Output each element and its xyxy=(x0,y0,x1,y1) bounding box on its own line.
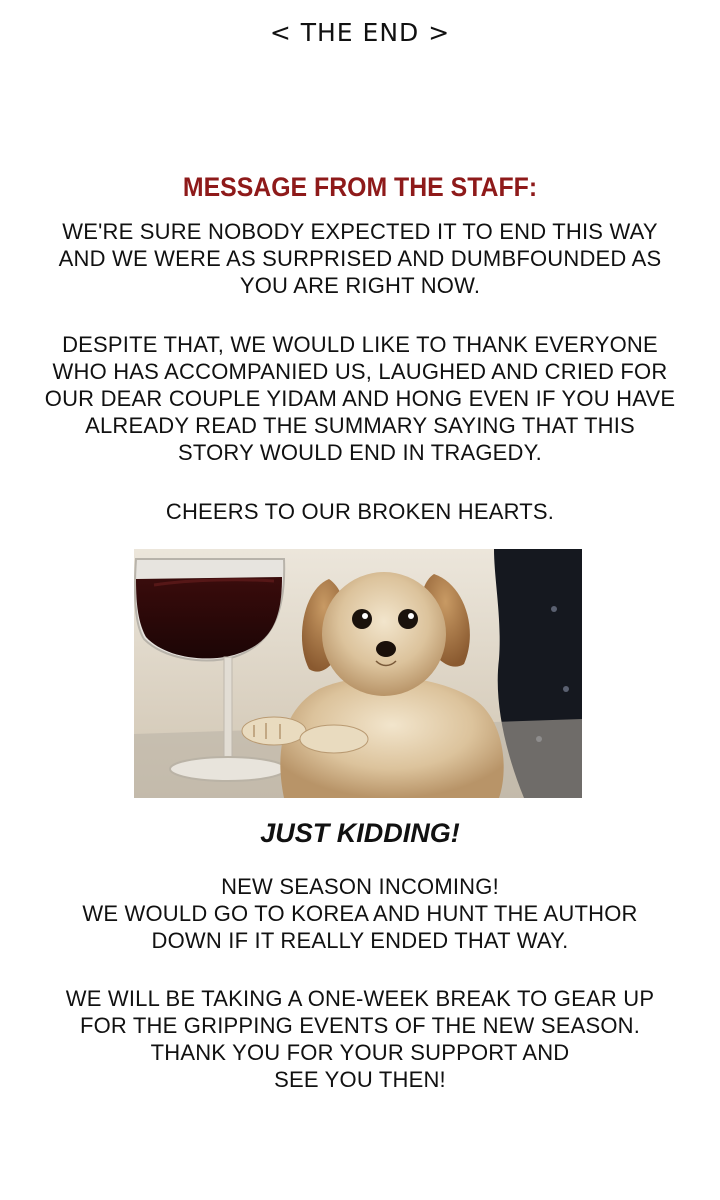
text-line: ALREADY READ THE SUMMARY SAYING THAT THIS xyxy=(85,413,635,438)
end-title: < THE END > xyxy=(269,18,451,47)
text-line: OUR DEAR COUPLE YIDAM AND HONG EVEN IF YOU HAVE xyxy=(44,386,676,411)
text-line: DESPITE THAT, WE WOULD LIKE TO THANK EVERYONE xyxy=(62,332,658,357)
dog-with-wine-illustration xyxy=(134,549,582,798)
text-line: DOWN IF IT REALLY ENDED THAT WAY. xyxy=(151,928,569,953)
staff-message-paragraph-1 xyxy=(40,218,680,299)
staff-message-heading: MESSAGE FROM THE STAFF: xyxy=(182,172,538,202)
break-announcement-paragraph xyxy=(40,985,680,1093)
text-line: YOU ARE RIGHT NOW. xyxy=(239,273,481,298)
dog-with-wine-photo xyxy=(134,549,582,798)
text-line: WE'RE SURE NOBODY EXPECTED IT TO END THIS WAY xyxy=(62,219,658,244)
text-line: AND WE WERE AS SURPRISED AND DUMBFOUNDED AS xyxy=(58,246,662,271)
staff-message-paragraph-2 xyxy=(40,331,680,466)
just-kidding-heading: JUST KIDDING! xyxy=(260,818,460,848)
text-line: THANK YOU FOR YOUR SUPPORT AND xyxy=(150,1040,570,1065)
text-line: WE WILL BE TAKING A ONE-WEEK BREAK TO GEAR UP xyxy=(65,986,655,1011)
text-line: CHEERS TO OUR BROKEN HEARTS. xyxy=(165,499,555,524)
text-line: FOR THE GRIPPING EVENTS OF THE NEW SEASON. xyxy=(79,1013,641,1038)
staff-message-paragraph-3 xyxy=(40,498,680,525)
new-season-paragraph xyxy=(40,873,680,954)
text-line: STORY WOULD END IN TRAGEDY. xyxy=(177,440,542,465)
text-line: WHO HAS ACCOMPANIED US, LAUGHED AND CRIED FOR xyxy=(52,359,668,384)
text-line: WE WOULD GO TO KOREA AND HUNT THE AUTHOR xyxy=(82,901,638,926)
text-line: SEE YOU THEN! xyxy=(274,1067,446,1092)
text-line: NEW SEASON INCOMING! xyxy=(221,874,499,899)
